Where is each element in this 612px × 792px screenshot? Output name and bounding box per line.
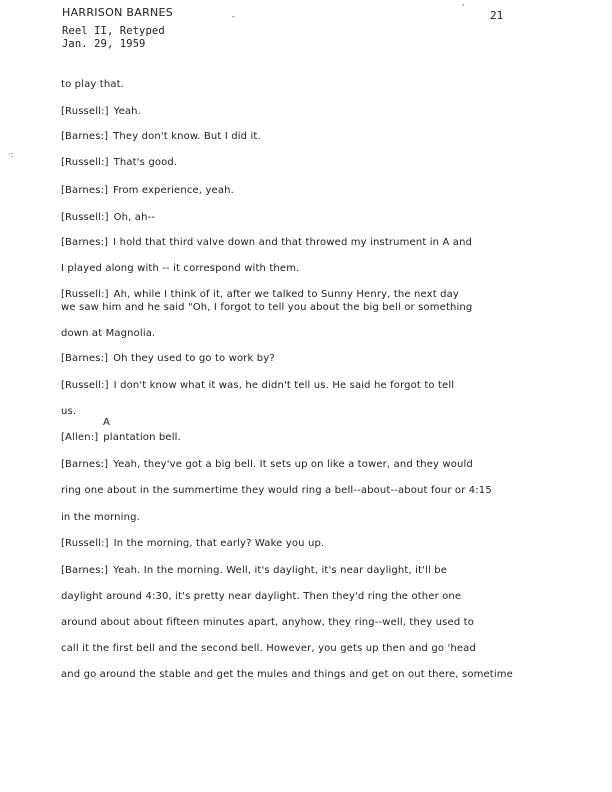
transcript-line [61, 591, 581, 603]
line-text: ring one about in the summertime they would ring a bell--about--about four or 4:15 [61, 485, 492, 496]
line-text: From experience, yeah. [113, 185, 234, 196]
handwritten-annotation: A [103, 417, 110, 428]
transcript-line [61, 302, 581, 314]
line-text: Yeah. [113, 106, 141, 117]
transcript-line [61, 406, 581, 418]
speaker-label: [Russell:] [61, 157, 109, 168]
speaker-label: [Barnes:] [61, 459, 109, 470]
transcript-line [61, 157, 581, 169]
line-text: Oh, ah-- [113, 212, 156, 223]
header-name: HARRISON BARNES [62, 6, 174, 19]
speaker-label: [Barnes:] [61, 353, 109, 364]
line-text: Yeah. In the morning. Well, it's daylight, it's near daylight, it'll be [113, 565, 448, 576]
speaker-label: [Russell:] [61, 106, 109, 117]
speaker-label: [Russell:] [61, 212, 109, 223]
line-text: Oh they used to go to work by? [113, 353, 275, 364]
line-text: us. [61, 406, 77, 417]
transcript-line [61, 237, 581, 249]
transcript-line [61, 131, 581, 143]
header-reel: Reel II, Retyped [62, 25, 165, 37]
transcript-line [61, 459, 581, 471]
line-text: They don't know. But I did it. [113, 131, 261, 142]
line-text: we saw him and he said "Oh, I forgot to tell you about the big bell or something [61, 302, 473, 313]
line-text: call it the first bell and the second bell. However, you gets up then and go 'head [61, 643, 476, 654]
transcript-line [61, 565, 581, 577]
stray-mark: ·: [8, 150, 14, 159]
speaker-label: [Barnes:] [61, 131, 109, 142]
transcript-line [61, 669, 581, 681]
transcript-line [61, 185, 581, 197]
line-text: around about about fifteen minutes apart, anyhow, they ring--well, they used to [61, 617, 474, 628]
stray-mark: - [232, 12, 235, 21]
transcript-line [61, 353, 581, 365]
line-text: and go around the stable and get the mules and things and get on out there, sometime [61, 669, 513, 680]
header-date: Jan. 29, 1959 [62, 38, 146, 50]
speaker-label: [Russell:] [61, 289, 109, 300]
transcript-line [61, 643, 581, 655]
line-text: I don't know what it was, he didn't tell us. He said he forgot to tell [113, 380, 455, 391]
transcript-line [61, 380, 581, 392]
line-text: in the morning. [61, 512, 140, 523]
transcript-line [61, 538, 581, 550]
line-text: Ah, while I think of it, after we talked to Sunny Henry, the next day [113, 289, 459, 300]
transcript-line [61, 289, 581, 301]
transcript-line [61, 328, 581, 340]
speaker-label: [Barnes:] [61, 185, 109, 196]
speaker-label: [Russell:] [61, 538, 109, 549]
line-text: That's good. [113, 157, 178, 168]
line-text: daylight around 4:30, it's pretty near daylight. Then they'd ring the other one [61, 591, 462, 602]
transcript-line [61, 263, 581, 275]
transcript-line [61, 485, 581, 497]
speaker-label: [Russell:] [61, 380, 109, 391]
transcript-line [61, 79, 581, 91]
transcript-line [61, 212, 581, 224]
transcript-line [61, 617, 581, 629]
line-text: down at Magnolia. [61, 328, 156, 339]
speaker-label: [Barnes:] [61, 237, 109, 248]
line-text: Yeah, they've got a big bell. It sets up on like a tower, and they would [113, 459, 473, 470]
line-text: I played along with -- it correspond with them. [61, 263, 300, 274]
speaker-label: [Barnes:] [61, 565, 109, 576]
line-text: I hold that third valve down and that throwed my instrument in A and [113, 237, 473, 248]
line-text: to play that. [61, 79, 125, 90]
line-text: plantation bell. [103, 432, 181, 443]
transcript-line [61, 512, 581, 524]
transcript-line [61, 432, 581, 444]
speaker-label: [Allen:] [61, 432, 99, 443]
transcript-line [61, 106, 581, 118]
line-text: In the morning, that early? Wake you up. [113, 538, 325, 549]
stray-mark: ' [462, 3, 465, 12]
page-number: 21 [490, 9, 504, 22]
